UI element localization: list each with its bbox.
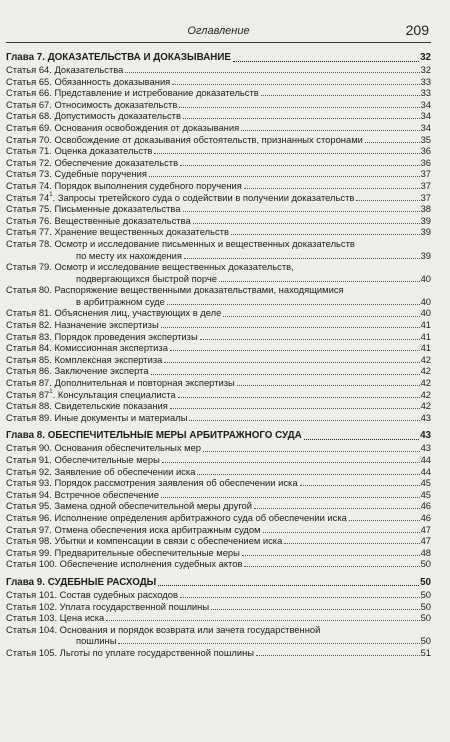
entry-page: 40 bbox=[420, 272, 431, 284]
entry-page: 42 bbox=[420, 377, 431, 389]
toc-entry bbox=[6, 535, 431, 547]
toc-entry bbox=[6, 319, 431, 331]
toc-entry bbox=[6, 192, 431, 204]
entry-label: Статья 78. Осмотр и исследование письменных и вещественных доказательств bbox=[6, 237, 355, 249]
dot-leader bbox=[184, 258, 420, 259]
dot-leader bbox=[254, 508, 420, 509]
entry-page: 46 bbox=[420, 500, 431, 512]
toc-entry bbox=[6, 203, 431, 215]
dot-leader bbox=[241, 130, 419, 131]
entry-page: 41 bbox=[420, 330, 431, 342]
toc-entry bbox=[6, 273, 431, 285]
entry-page: 32 bbox=[420, 64, 431, 75]
running-title: Оглавление bbox=[187, 25, 250, 37]
toc-entry bbox=[6, 76, 431, 88]
dot-leader bbox=[242, 555, 420, 556]
toc-entry bbox=[6, 134, 431, 146]
entry-page: 39 bbox=[420, 214, 431, 226]
entry-label: пошлины bbox=[76, 635, 117, 647]
dot-leader bbox=[219, 281, 420, 282]
toc-entry bbox=[6, 122, 431, 134]
entry-label: Статья 94. Встречное обеспечение bbox=[6, 488, 159, 500]
dot-leader bbox=[179, 107, 419, 108]
entry-label: Статья 104. Основания и порядок возврата или зачета государственной bbox=[6, 623, 321, 635]
chapter-page: 32 bbox=[420, 52, 431, 63]
entry-label: Статья 84. Комиссионная экспертиза bbox=[6, 342, 168, 354]
entry-label: Статья 74. Порядок выполнения судебного поручения bbox=[6, 179, 242, 191]
dot-leader bbox=[106, 620, 419, 621]
entry-page: 39 bbox=[420, 249, 431, 261]
toc-entry bbox=[6, 477, 431, 489]
entry-page: 41 bbox=[420, 342, 431, 354]
toc-entry bbox=[6, 215, 431, 227]
entry-label: Статья 93. Порядок рассмотрения заявления об обеспечении иска bbox=[6, 477, 298, 489]
entry-page: 46 bbox=[420, 511, 431, 523]
entry-label: Статья $74^1$. Запросы третейского суда о содействии в получении доказательств bbox=[6, 191, 355, 203]
entry-page: 50 bbox=[420, 588, 431, 600]
entry-label: Статья 86. Заключение эксперта bbox=[6, 365, 149, 377]
entry-page: 33 bbox=[420, 75, 431, 87]
entry-page: 48 bbox=[420, 546, 431, 558]
entry-label: по месту их нахождения bbox=[76, 249, 182, 261]
toc-entry bbox=[6, 168, 431, 180]
entry-page: 43 bbox=[420, 411, 431, 423]
entry-label: Статья 92. Заявление об обеспечении иска bbox=[6, 465, 196, 477]
toc-entry bbox=[6, 547, 431, 559]
chapter-heading bbox=[6, 429, 431, 442]
dot-leader bbox=[164, 362, 419, 363]
dot-leader bbox=[161, 497, 420, 498]
dot-leader bbox=[211, 609, 419, 610]
entry-label: Статья 67. Относимость доказательств bbox=[6, 98, 178, 110]
entry-page: 44 bbox=[420, 465, 431, 477]
entry-label: Статья 90. Основания обеспечительных мер bbox=[6, 442, 202, 454]
entry-page: 42 bbox=[420, 400, 431, 412]
dot-leader bbox=[237, 385, 420, 386]
entry-page: 42 bbox=[420, 353, 431, 365]
entry-page: 43 bbox=[420, 442, 431, 454]
entry-page: 50 bbox=[420, 635, 431, 647]
toc-entry bbox=[6, 226, 431, 238]
entry-label: Статья 98. Убытки и компенсации в связи с обеспечением иска bbox=[6, 535, 283, 547]
chapter-heading bbox=[6, 51, 431, 64]
toc-entry bbox=[6, 524, 431, 536]
toc-entry bbox=[6, 624, 431, 636]
toc-entry bbox=[6, 331, 431, 343]
entry-label: Статья 64. Доказательства bbox=[6, 64, 124, 75]
entry-page: 45 bbox=[420, 488, 431, 500]
entry-label: Статья 75. Письменные доказательства bbox=[6, 203, 181, 215]
dot-leader bbox=[178, 397, 420, 398]
entry-label: Статья 73. Судебные поручения bbox=[6, 168, 147, 180]
toc-entry bbox=[6, 512, 431, 524]
entry-page: 38 bbox=[420, 203, 431, 215]
chapter-title: Глава 9. СУДЕБНЫЕ РАСХОДЫ bbox=[6, 576, 157, 588]
entry-label: Статья 68. Допустимость доказательств bbox=[6, 110, 181, 122]
entry-page: 35 bbox=[420, 133, 431, 145]
entry-page: 45 bbox=[420, 477, 431, 489]
entry-page: 34 bbox=[420, 121, 431, 133]
entry-label: Статья 76. Вещественные доказательства bbox=[6, 214, 191, 226]
chapter-title: Глава 7. ДОКАЗАТЕЛЬСТВА И ДОКАЗЫВАНИЕ bbox=[6, 52, 231, 63]
dot-leader bbox=[261, 95, 420, 96]
toc-entry bbox=[6, 64, 431, 76]
toc-entry bbox=[6, 389, 431, 401]
entry-page: 34 bbox=[420, 110, 431, 122]
entry-label: Статья 70. Освобождение от доказывания обстоятельств, признанных сторонами bbox=[6, 133, 363, 145]
entry-label: Статья 80. Распоряжение вещественными доказательствами, находящимися bbox=[6, 284, 344, 296]
dot-leader bbox=[158, 585, 419, 586]
dot-leader bbox=[170, 350, 420, 351]
dot-leader bbox=[167, 304, 420, 305]
toc-entry bbox=[6, 489, 431, 501]
entry-label: Статья 100. Обеспечение исполнения судебных актов bbox=[6, 558, 243, 570]
dot-leader bbox=[172, 84, 419, 85]
entry-label: Статья 82. Назначение экспертизы bbox=[6, 319, 159, 331]
toc-entry bbox=[6, 238, 431, 250]
dot-leader bbox=[162, 462, 420, 463]
toc-entry bbox=[6, 400, 431, 412]
dot-leader bbox=[180, 165, 420, 166]
dot-leader bbox=[300, 485, 420, 486]
dot-leader bbox=[244, 566, 419, 567]
header-rule bbox=[6, 42, 431, 43]
dot-leader bbox=[197, 474, 419, 475]
entry-label: Статья 89. Иные документы и материалы bbox=[6, 411, 188, 423]
toc-entry bbox=[6, 284, 431, 296]
dot-leader bbox=[231, 234, 420, 235]
chapter-heading bbox=[6, 576, 431, 589]
entry-label: Статья 102. Уплата государственной пошлины bbox=[6, 600, 210, 612]
entry-label: Статья 95. Замена одной обеспечительной меры другой bbox=[6, 500, 253, 512]
entry-label: Статья 83. Порядок проведения экспертизы bbox=[6, 330, 198, 342]
toc-entry bbox=[6, 647, 431, 659]
toc-entry bbox=[6, 412, 431, 424]
dot-leader bbox=[203, 451, 420, 452]
toc-entry bbox=[6, 342, 431, 354]
dot-leader bbox=[183, 211, 420, 212]
entry-page: 42 bbox=[420, 365, 431, 377]
dot-leader bbox=[200, 339, 420, 340]
entry-label: Статья 99. Предварительные обеспечительные меры bbox=[6, 546, 240, 558]
entry-label: Статья 81. Объяснения лиц, участвующих в деле bbox=[6, 307, 222, 319]
page-number: 209 bbox=[405, 22, 429, 38]
entry-label: в арбитражном суде bbox=[76, 295, 165, 307]
toc-entry bbox=[6, 296, 431, 308]
dot-leader bbox=[180, 597, 420, 598]
toc-entry bbox=[6, 635, 431, 647]
chapter-title: Глава 8. ОБЕСПЕЧИТЕЛЬНЫЕ МЕРЫ АРБИТРАЖНОГО СУДА bbox=[6, 430, 302, 442]
entry-page: 36 bbox=[420, 145, 431, 157]
toc-entry bbox=[6, 87, 431, 99]
chapter-page: 50 bbox=[420, 576, 431, 588]
entry-label: Статья 66. Представление и истребование доказательств bbox=[6, 87, 259, 99]
entry-page: 42 bbox=[420, 388, 431, 400]
toc-entry bbox=[6, 157, 431, 169]
toc-entry bbox=[6, 500, 431, 512]
entry-page: 37 bbox=[420, 191, 431, 203]
entry-label: подвергающихся быстрой порче bbox=[76, 272, 217, 284]
toc-entry bbox=[6, 442, 431, 454]
dot-leader bbox=[365, 142, 420, 143]
entry-page: 33 bbox=[420, 87, 431, 99]
dot-leader bbox=[183, 118, 420, 119]
dot-leader bbox=[161, 327, 420, 328]
dot-leader bbox=[304, 439, 419, 440]
dot-leader bbox=[151, 374, 420, 375]
entry-label: Статья 79. Осмотр и исследование вещественных доказательств, bbox=[6, 261, 294, 273]
entry-page: 50 bbox=[420, 612, 431, 624]
entry-page: 47 bbox=[420, 535, 431, 547]
toc-entry bbox=[6, 354, 431, 366]
dot-leader bbox=[349, 520, 420, 521]
entry-label: Статья 97. Отмена обеспечения иска арбитражным судом bbox=[6, 523, 261, 535]
entry-page: 37 bbox=[420, 168, 431, 180]
entry-page: 37 bbox=[420, 179, 431, 191]
entry-label: Статья 91. Обеспечительные меры bbox=[6, 454, 160, 465]
entry-label: Статья 77. Хранение вещественных доказательств bbox=[6, 226, 229, 238]
toc-entry bbox=[6, 612, 431, 624]
entry-page: 44 bbox=[420, 454, 431, 465]
entry-label: Статья 72. Обеспечение доказательств bbox=[6, 156, 179, 168]
entry-page: 41 bbox=[420, 319, 431, 331]
toc-entry bbox=[6, 558, 431, 570]
dot-leader bbox=[149, 176, 420, 177]
entry-page: 36 bbox=[420, 156, 431, 168]
superscript: 1 bbox=[49, 191, 53, 198]
entry-label: Статья 96. Исполнение определения арбитражного суда об обеспечении иска bbox=[6, 511, 347, 523]
toc-entry bbox=[6, 261, 431, 273]
dot-leader bbox=[223, 316, 419, 317]
toc-entry bbox=[6, 145, 431, 157]
toc-entry bbox=[6, 601, 431, 613]
dot-leader bbox=[193, 223, 420, 224]
dot-leader bbox=[284, 543, 419, 544]
dot-leader bbox=[125, 72, 419, 73]
toc-entry bbox=[6, 180, 431, 192]
toc-entry bbox=[6, 99, 431, 111]
entry-page: 40 bbox=[420, 295, 431, 307]
entry-label: Статья 103. Цена иска bbox=[6, 612, 105, 624]
entry-label: Статья 101. Состав судебных расходов bbox=[6, 588, 178, 600]
dot-leader bbox=[244, 188, 420, 189]
toc-entry bbox=[6, 589, 431, 601]
entry-label: Статья 65. Обязанность доказывания bbox=[6, 75, 171, 87]
toc-entry bbox=[6, 454, 431, 466]
dot-leader bbox=[118, 643, 419, 644]
entry-label: Статья 85. Комплексная экспертиза bbox=[6, 353, 163, 365]
dot-leader bbox=[233, 61, 419, 62]
dot-leader bbox=[189, 420, 419, 421]
entry-page: 50 bbox=[420, 600, 431, 612]
toc-entry bbox=[6, 307, 431, 319]
dot-leader bbox=[154, 153, 419, 154]
page-header bbox=[6, 0, 431, 42]
chapter-page: 43 bbox=[420, 430, 431, 442]
entry-label: Статья 88. Свидетельские показания bbox=[6, 400, 168, 412]
entry-page: 50 bbox=[420, 558, 431, 570]
entry-label: Статья $87^1$. Консультация специалиста bbox=[6, 388, 176, 400]
toc-entry bbox=[6, 466, 431, 478]
toc-entry bbox=[6, 250, 431, 262]
table-of-contents bbox=[6, 51, 431, 659]
toc-entry bbox=[6, 377, 431, 389]
dot-leader bbox=[263, 532, 420, 533]
entry-page: 39 bbox=[420, 226, 431, 238]
entry-page: 51 bbox=[420, 646, 431, 658]
dot-leader bbox=[170, 408, 420, 409]
entry-label: Статья 69. Основания освобождения от доказывания bbox=[6, 121, 240, 133]
superscript: 1 bbox=[49, 388, 53, 395]
entry-label: Статья 71. Оценка доказательств bbox=[6, 145, 153, 157]
entry-label: Статья 87. Дополнительная и повторная экспертизы bbox=[6, 377, 235, 389]
entry-page: 40 bbox=[420, 307, 431, 319]
toc-entry bbox=[6, 110, 431, 122]
toc-entry bbox=[6, 365, 431, 377]
entry-page: 47 bbox=[420, 523, 431, 535]
dot-leader bbox=[356, 200, 419, 201]
entry-page: 34 bbox=[420, 98, 431, 110]
entry-label: Статья 105. Льготы по уплате государственной пошлины bbox=[6, 646, 255, 658]
dot-leader bbox=[256, 655, 420, 656]
